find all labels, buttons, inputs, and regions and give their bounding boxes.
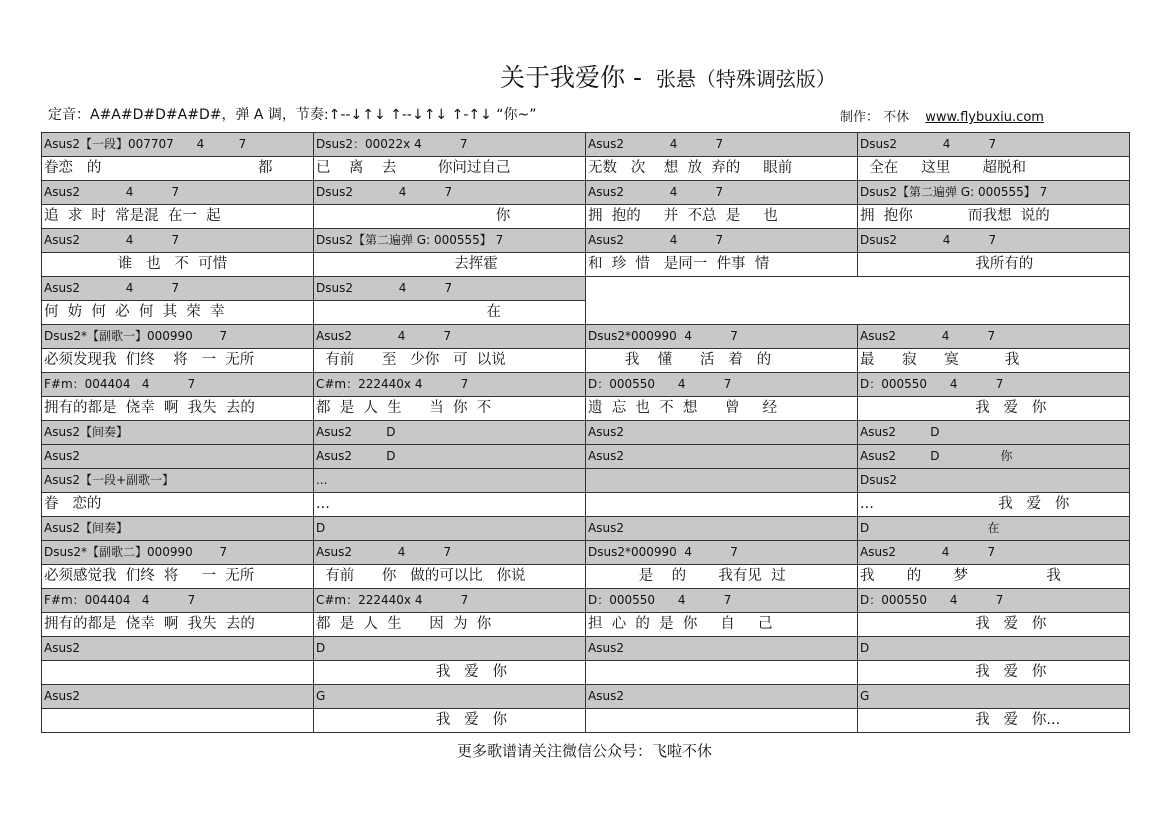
chord-row [42, 445, 1130, 469]
chord-cell: F#m：004404 4 7 [42, 373, 314, 397]
chord-cell: C#m：222440x 4 7 [314, 373, 586, 397]
chord-cell: Asus2 D [314, 445, 586, 469]
lyric-cell [586, 301, 1130, 325]
chord-cell: Dsus2 4 7 [314, 181, 586, 205]
chord-row [42, 517, 1130, 541]
chord-cell: Dsus2*【副歌二】000990 7 [42, 541, 314, 565]
lyric-cell: 拥 抱的 并 不总 是 也 [586, 205, 858, 229]
maker-label: 制作： 不休 [840, 110, 910, 125]
tuning-info: 定音：A#A#D#D#A#D#，弹 A 调，节奏:↑--↓↑↓ ↑--↓↑↓ ↑-↑↓ “你~” [48, 107, 537, 123]
lyric-cell: 在 [314, 301, 586, 325]
chord-cell: Asus2【一段+副歌一】 [42, 469, 314, 493]
chord-cell: Asus2 4 7 [858, 325, 1130, 349]
chord-cell: Asus2 4 7 [42, 229, 314, 253]
lyric-cell: 必须发现我 们终 将 一 无所 [42, 349, 314, 373]
chord-cell: Asus2 4 7 [314, 325, 586, 349]
lyric-cell: ... [314, 493, 586, 517]
lyric-cell: 拥有的都是 侥幸 啊 我失 去的 [42, 613, 314, 637]
lyric-row [42, 493, 1130, 517]
lyric-cell: 我 爱 你 [858, 661, 1130, 685]
artist-text: 张悬（特殊调弦版） [655, 67, 836, 91]
lyric-cell: 我 爱 你 [858, 613, 1130, 637]
chord-cell: ... [314, 469, 586, 493]
lyric-cell: 你 [314, 205, 586, 229]
lyric-cell [586, 493, 858, 517]
lyric-cell: 我 爱 你 [314, 709, 586, 733]
chord-row [42, 589, 1130, 613]
chord-row [42, 373, 1130, 397]
chord-cell: Asus2 4 7 [586, 133, 858, 157]
chord-cell: D [858, 637, 1130, 661]
chord-cell: Asus2 [586, 421, 858, 445]
lyric-cell: 遗 忘 也 不 想 曾 经 [586, 397, 858, 421]
chord-cell: Asus2 [586, 445, 858, 469]
chord-cell: Asus2 D [858, 421, 1130, 445]
chord-cell: Dsus2*000990 4 7 [586, 541, 858, 565]
lyric-row [42, 349, 1130, 373]
chord-cell: Dsus2【第二遍弹 G: 000555】 7 [858, 181, 1130, 205]
lyric-cell: 拥有的都是 侥幸 啊 我失 去的 [42, 397, 314, 421]
lyric-cell [586, 661, 858, 685]
chord-cell: Asus2 4 7 [586, 229, 858, 253]
lyric-cell: 眷 恋的 [42, 493, 314, 517]
lyric-cell: 是 的 我有见 过 [586, 565, 858, 589]
lyric-row [42, 253, 1130, 277]
footer-note: 更多歌谱请关注微信公众号：飞啦不休 [456, 742, 712, 760]
lyric-row [42, 397, 1130, 421]
lyric-cell: 追 求 时 常是混 在一 起 [42, 205, 314, 229]
lyric-row [42, 709, 1130, 733]
chord-cell: Asus2【一段】007707 4 7 [42, 133, 314, 157]
lyric-cell: 谁 也 不 可惜 [42, 253, 314, 277]
maker-url-link[interactable]: www.flybuxiu.com [925, 110, 1044, 125]
lyric-cell: 我 爱 你 [858, 397, 1130, 421]
song-title [500, 58, 836, 94]
chord-cell: Asus2 [586, 517, 858, 541]
chord-cell: Asus2 4 7 [858, 541, 1130, 565]
lyric-cell: 有前 至 少你 可 以说 [314, 349, 586, 373]
lyric-cell: 担 心 的 是 你 自 己 [586, 613, 858, 637]
chord-cell: Dsus2 4 7 [858, 133, 1130, 157]
lyric-cell [42, 709, 314, 733]
chord-cell [586, 277, 1130, 301]
lyric-cell: 何 妨 何 必 何 其 荣 幸 [42, 301, 314, 325]
chord-row [42, 469, 1130, 493]
chord-row [42, 325, 1130, 349]
lyric-row [42, 661, 1130, 685]
lyric-cell: 都 是 人 生 因 为 你 [314, 613, 586, 637]
chord-cell: Dsus2 4 7 [858, 229, 1130, 253]
chord-cell: G [858, 685, 1130, 709]
chord-cell: Asus2 [586, 637, 858, 661]
lyric-cell: 眷恋 的 都 [42, 157, 314, 181]
chord-cell [586, 469, 858, 493]
chord-cell: D [314, 517, 586, 541]
chord-cell: Asus2 [42, 445, 314, 469]
lyric-cell: 必须感觉我 们终 将 一 无所 [42, 565, 314, 589]
lyric-cell [42, 661, 314, 685]
chord-cell: Dsus2*【副歌一】000990 7 [42, 325, 314, 349]
lyric-cell: 和 珍 惜 是同一 件事 情 [586, 253, 858, 277]
chord-cell: F#m：004404 4 7 [42, 589, 314, 613]
chord-cell: Asus2 D [314, 421, 586, 445]
lyric-cell: 已 离 去 你问过自己 [314, 157, 586, 181]
chord-cell: Asus2 4 7 [314, 541, 586, 565]
chord-cell: G [314, 685, 586, 709]
chord-row [42, 685, 1130, 709]
chord-row [42, 181, 1130, 205]
chord-row [42, 541, 1130, 565]
chord-sheet-grid [41, 132, 1130, 733]
chord-cell: D：000550 4 7 [586, 373, 858, 397]
lyric-cell: 全在 这里 超脱和 [858, 157, 1130, 181]
chord-cell: Dsus2：00022x 4 7 [314, 133, 586, 157]
chord-cell: Asus2【间奏】 [42, 517, 314, 541]
chord-cell: Dsus2 [858, 469, 1130, 493]
chord-cell: Dsus2*000990 4 7 [586, 325, 858, 349]
chord-cell: Asus2 [42, 637, 314, 661]
chord-cell: Asus2【间奏】 [42, 421, 314, 445]
lyric-cell: 去挥霍 [314, 253, 586, 277]
chord-cell: D [314, 637, 586, 661]
title-text: 关于我爱你 - [500, 63, 642, 92]
chord-cell: Asus2 4 7 [42, 277, 314, 301]
lyric-cell: ... 我 爱 你 [858, 493, 1130, 517]
lyric-cell: 我 爱 你 [314, 661, 586, 685]
chord-cell: Asus2 4 7 [586, 181, 858, 205]
lyric-cell: 有前 你 做的可以比 你说 [314, 565, 586, 589]
lyric-cell: 我 爱 你... [858, 709, 1130, 733]
chord-cell: Asus2 4 7 [42, 181, 314, 205]
chord-cell: D：000550 4 7 [586, 589, 858, 613]
chord-cell: C#m：222440x 4 7 [314, 589, 586, 613]
chord-row [42, 133, 1130, 157]
lyric-cell: 拥 抱你 而我想 说的 [858, 205, 1130, 229]
lyric-row [42, 157, 1130, 181]
lyric-row [42, 205, 1130, 229]
lyric-row [42, 565, 1130, 589]
lyric-cell: 最 寂 寞 我 [858, 349, 1130, 373]
chord-cell: Asus2 [586, 685, 858, 709]
chord-cell: Asus2 D 你 [858, 445, 1130, 469]
lyric-cell: 我所有的 [858, 253, 1130, 277]
chord-row [42, 277, 1130, 301]
lyric-row [42, 613, 1130, 637]
chord-cell: Dsus2 4 7 [314, 277, 586, 301]
chord-row [42, 421, 1130, 445]
chord-row [42, 637, 1130, 661]
lyric-cell: 我 的 梦 我 [858, 565, 1130, 589]
maker-info [840, 106, 1044, 125]
chord-row [42, 229, 1130, 253]
chord-cell: Dsus2【第二遍弹 G: 000555】 7 [314, 229, 586, 253]
chord-cell: D 在 [858, 517, 1130, 541]
lyric-cell [586, 709, 858, 733]
chord-cell: Asus2 [42, 685, 314, 709]
lyric-row [42, 301, 1130, 325]
lyric-cell: 我 懂 活 着 的 [586, 349, 858, 373]
chord-cell: D：000550 4 7 [858, 373, 1130, 397]
chord-cell: D：000550 4 7 [858, 589, 1130, 613]
lyric-cell: 无数 次 想 放 弃的 眼前 [586, 157, 858, 181]
lyric-cell: 都 是 人 生 当 你 不 [314, 397, 586, 421]
